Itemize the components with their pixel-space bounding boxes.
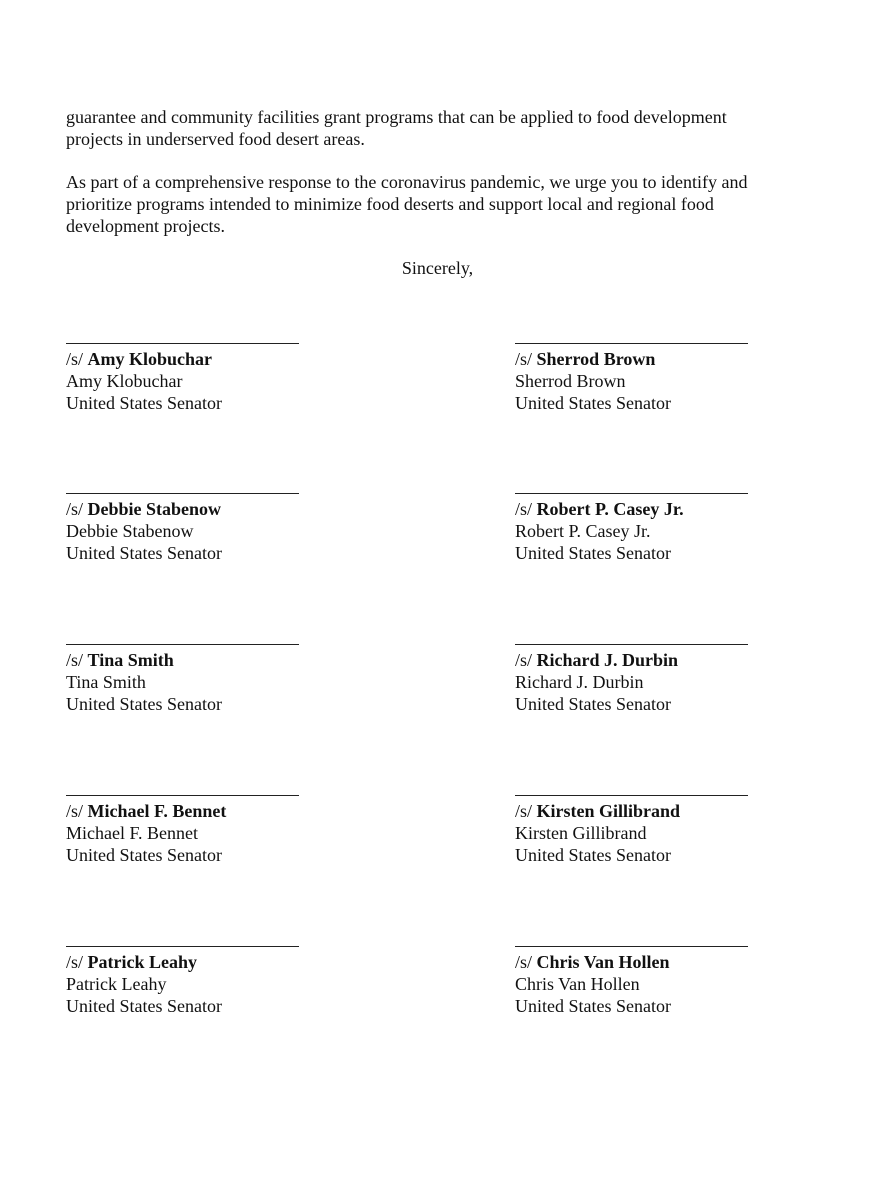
senator-title: United States Senator — [515, 845, 671, 865]
signature-prefix: /s/ — [66, 801, 84, 821]
signature-prefix: /s/ — [515, 952, 533, 972]
signed-name: Debbie Stabenow — [87, 499, 222, 519]
body-paragraph-2: As part of a comprehensive response to the coronavirus pandemic, we urge you to identify and prioritize programs intended to minimize food deserts and support local and regional food development projects. — [66, 172, 748, 236]
body-paragraph-1: guarantee and community facilities grant programs that can be applied to food development projects in underserved food desert areas. — [66, 107, 727, 149]
signature-block — [515, 795, 815, 866]
signed-name-line — [515, 498, 815, 520]
signature-line — [66, 795, 299, 796]
printed-name: Sherrod Brown — [515, 371, 626, 391]
signature-prefix: /s/ — [66, 499, 84, 519]
signature-line — [515, 795, 748, 796]
printed-name: Chris Van Hollen — [515, 974, 640, 994]
signature-block — [66, 644, 366, 715]
signed-name-line — [66, 800, 366, 822]
signed-name: Sherrod Brown — [536, 349, 656, 369]
signature-block — [66, 343, 366, 414]
senator-title: United States Senator — [515, 543, 671, 563]
signed-name-line — [66, 498, 366, 520]
printed-name: Richard J. Durbin — [515, 672, 644, 692]
signed-name-line — [515, 951, 815, 973]
senator-title: United States Senator — [515, 996, 671, 1016]
signature-prefix: /s/ — [66, 650, 84, 670]
signed-name: Patrick Leahy — [87, 952, 198, 972]
signed-name: Chris Van Hollen — [536, 952, 670, 972]
signed-name: Richard J. Durbin — [536, 650, 679, 670]
signature-line — [66, 946, 299, 947]
closing-salutation: Sincerely, — [401, 258, 474, 278]
senator-title: United States Senator — [515, 694, 671, 714]
senator-title: United States Senator — [66, 996, 222, 1016]
signature-block — [515, 493, 815, 564]
signature-line — [515, 343, 748, 344]
signature-prefix: /s/ — [515, 801, 533, 821]
senator-title: United States Senator — [66, 543, 222, 563]
printed-name: Kirsten Gillibrand — [515, 823, 647, 843]
signed-name: Michael F. Bennet — [87, 801, 227, 821]
signature-prefix: /s/ — [515, 499, 533, 519]
signed-name-line — [515, 649, 815, 671]
signature-block — [515, 343, 815, 414]
signed-name-line — [515, 800, 815, 822]
signed-name: Amy Klobuchar — [87, 349, 213, 369]
senator-title: United States Senator — [66, 845, 222, 865]
signature-line — [515, 644, 748, 645]
signature-prefix: /s/ — [66, 349, 84, 369]
signature-block — [515, 946, 815, 1017]
signature-block — [66, 946, 366, 1017]
signed-name-line — [66, 348, 366, 370]
printed-name: Patrick Leahy — [66, 974, 167, 994]
signature-line — [515, 946, 748, 947]
signed-name-line — [66, 951, 366, 973]
signed-name-line — [515, 348, 815, 370]
printed-name: Robert P. Casey Jr. — [515, 521, 651, 541]
senator-title: United States Senator — [66, 393, 222, 413]
printed-name: Michael F. Bennet — [66, 823, 199, 843]
signature-block — [66, 795, 366, 866]
signature-block — [66, 493, 366, 564]
signature-line — [515, 493, 748, 494]
signature-block — [515, 644, 815, 715]
printed-name: Debbie Stabenow — [66, 521, 194, 541]
signature-line — [66, 343, 299, 344]
signed-name: Tina Smith — [87, 650, 174, 670]
signed-name-line — [66, 649, 366, 671]
signed-name: Kirsten Gillibrand — [536, 801, 681, 821]
signature-prefix: /s/ — [66, 952, 84, 972]
signature-prefix: /s/ — [515, 650, 533, 670]
signature-prefix: /s/ — [515, 349, 533, 369]
signature-line — [66, 493, 299, 494]
signed-name: Robert P. Casey Jr. — [536, 499, 684, 519]
signature-line — [66, 644, 299, 645]
senator-title: United States Senator — [515, 393, 671, 413]
printed-name: Tina Smith — [66, 672, 146, 692]
printed-name: Amy Klobuchar — [66, 371, 183, 391]
senator-title: United States Senator — [66, 694, 222, 714]
